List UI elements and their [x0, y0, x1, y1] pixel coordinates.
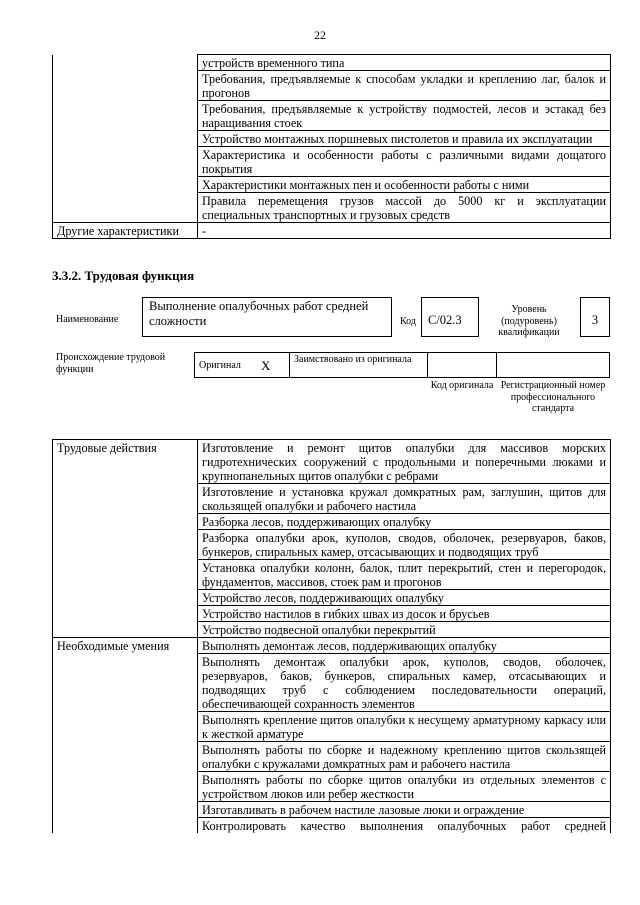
- table-row: Выполнять работы по сборке и надежному креплению щитов скользящей опалубки с кружалами домкратных рам и рабочего настила: [198, 742, 611, 772]
- origin-code-cell: [427, 352, 497, 378]
- table-row: Требования, предъявляемые к способам укладки и креплению лаг, балок и прогонов: [198, 71, 611, 101]
- skills-label: Необходимые умения: [53, 638, 198, 834]
- name-label: Наименование: [56, 314, 119, 325]
- labor-actions-label: Трудовые действия: [53, 440, 198, 638]
- code-label: Код: [400, 316, 416, 327]
- labor-function-table: [52, 439, 611, 833]
- table-row: устройств временного типа: [198, 55, 611, 71]
- reg-number-caption: Регистрационный номер профессионального стандарта: [500, 380, 606, 414]
- borrowed-label: Заимствовано из оригинала: [294, 354, 412, 365]
- other-characteristics-value: -: [198, 223, 611, 239]
- origin-label: Происхождение трудовой функции: [56, 352, 166, 375]
- level-label: Уровень (подуровень) квалификации: [498, 304, 560, 338]
- page-number: 22: [314, 28, 326, 42]
- table-row: Изготовление и установка кружал домкратных рам, заглушин, щитов для скользящей опалубки и рабочего настила: [198, 484, 611, 514]
- table-row: Устройство лесов, поддерживающих опалубку: [198, 590, 611, 606]
- table-row: Изготовление и ремонт щитов опалубки для массивов морских гидротехнических сооружений с продольными и поперечными люками и крупнопанельных щитов опалубки с ребрами: [198, 440, 611, 484]
- section-heading: 3.3.2. Трудовая функция: [52, 268, 195, 283]
- table-row: Разборка лесов, поддерживающих опалубку: [198, 514, 611, 530]
- table-row: Выполнять крепление щитов опалубки к несущему арматурному каркасу или к жесткой арматуре: [198, 712, 611, 742]
- table-row: Выполнять работы по сборке щитов опалубки из отдельных элементов с устройством люков или ребер жесткости: [198, 772, 611, 802]
- table-row: Характеристика и особенности работы с различными видами дощатого покрытия: [198, 147, 611, 177]
- function-code-box: C/02.3: [421, 297, 479, 337]
- original-label: Оригинал: [199, 360, 241, 371]
- knowledge-table-continued: [52, 54, 611, 239]
- table-row: Выполнять демонтаж опалубки арок, куполов, сводов, оболочек, резервуаров, баков, бункеров, спиральных камер, отсасывающих и подводящих труб с соблюдением последовательности операций, обеспечивающей сохранность элементов: [198, 654, 611, 712]
- table-left-cell-empty: [53, 55, 198, 223]
- table-row: Требования, предъявляемые к устройству подмостей, лесов и эстакад без наращивания стоек: [198, 101, 611, 131]
- table-row: Разборка опалубки арок, куполов, сводов, оболочек, резервуаров, баков, бункеров, спиральных камер, отсасывающих и подводящих труб: [198, 530, 611, 560]
- table-row: Устройство настилов в гибких швах из досок и брусьев: [198, 606, 611, 622]
- level-value-box: 3: [580, 297, 610, 337]
- table-row: Устройство монтажных поршневых пистолетов и правила их эксплуатации: [198, 131, 611, 147]
- origin-original-cell: [194, 352, 290, 378]
- table-row: Выполнять демонтаж лесов, поддерживающих опалубку: [198, 638, 611, 654]
- function-name-box: Выполнение опалубочных работ средней сложности: [142, 297, 392, 337]
- code-original-caption: Код оригинала: [430, 380, 494, 391]
- table-row: Контролировать качество выполнения опалубочных работ средней: [198, 818, 611, 834]
- table-row: Установка опалубки колонн, балок, плит перекрытий, стен и перегородок, фундаментов, массивов, стоек рам и прогонов: [198, 560, 611, 590]
- other-characteristics-label: Другие характеристики: [53, 223, 198, 239]
- origin-reg-number-cell: [496, 352, 610, 378]
- table-row: Характеристики монтажных пен и особенности работы с ними: [198, 177, 611, 193]
- table-row: Устройство подвесной опалубки перекрытий: [198, 622, 611, 638]
- table-row: Изготавливать в рабочем настиле лазовые люки и ограждение: [198, 802, 611, 818]
- origin-borrowed-cell: [289, 352, 428, 378]
- original-mark: X: [261, 358, 271, 373]
- table-row: Правила перемещения грузов массой до 5000 кг и эксплуатации специальных транспортных и грузовых средств: [198, 193, 611, 223]
